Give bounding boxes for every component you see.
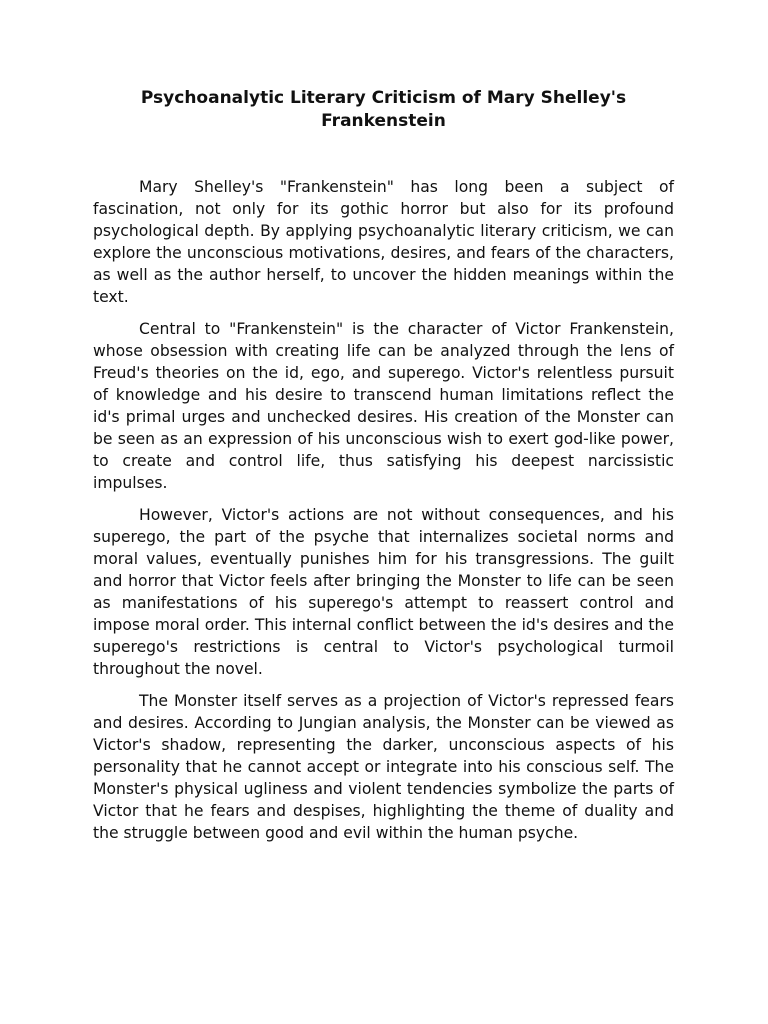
paragraph-4: The Monster itself serves as a projection of Victor's repressed fears and desires. According to Jungian analysis, the Monster can be viewed as Victor's shadow, representing the darker, unconscious aspects of his personality that he cannot accept or integrate into his conscious self. The Monster's physical ugliness and violent tendencies symbolize the parts of Victor that he fears and despises, highlighting the theme of duality and the struggle between good and evil within the human psyche. xyxy=(93,692,674,842)
paragraph-2: Central to "Frankenstein" is the character of Victor Frankenstein, whose obsession with creating life can be analyzed through the lens of Freud's theories on the id, ego, and superego. Victor's relentless pursuit of knowledge and his desire to transcend human limitations reflect the id's primal urges and unchecked desires. His creation of the Monster can be seen as an expression of his unconscious wish to exert god-like power, to create and control life, thus satisfying his deepest narcissistic impulses. xyxy=(93,320,674,492)
document-title: Psychoanalytic Literary Criticism of Mary Shelley's Frankenstein xyxy=(140,88,627,131)
document-body xyxy=(93,176,674,854)
paragraph-1: Mary Shelley's "Frankenstein" has long been a subject of fascination, not only for its gothic horror but also for its profound psychological depth. By applying psychoanalytic literary criticism, we can explore the unconscious motivations, desires, and fears of the characters, as well as the author herself, to uncover the hidden meanings within the text. xyxy=(93,178,674,306)
paragraph-3: However, Victor's actions are not without consequences, and his superego, the part of the psyche that internalizes societal norms and moral values, eventually punishes him for his transgressions. The guilt and horror that Victor feels after bringing the Monster to life can be seen as manifestations of his superego's attempt to reassert control and impose moral order. This internal conflict between the id's desires and the superego's restrictions is central to Victor's psychological turmoil throughout the novel. xyxy=(93,506,674,678)
